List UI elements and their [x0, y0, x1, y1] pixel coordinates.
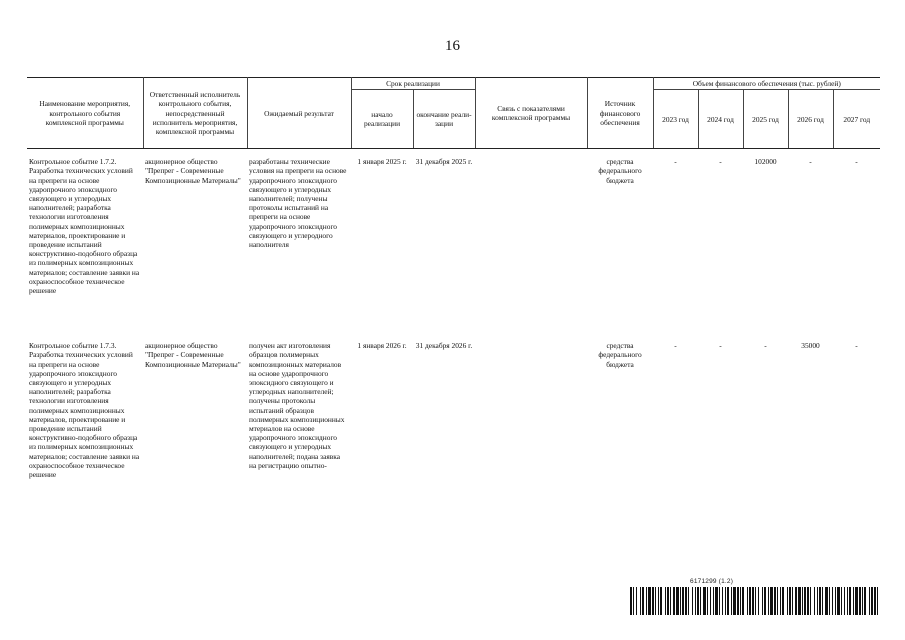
barcode-bar [733, 587, 736, 615]
barcode-bar [725, 587, 726, 615]
barcode-bar [774, 587, 776, 615]
barcode-bar [862, 587, 863, 615]
cell-value-2027: - [855, 341, 858, 351]
barcode-bar [642, 587, 644, 615]
cell-responsible: акционерное общество "Препрег - Современные Композиционные Материалы" [145, 157, 241, 185]
barcode-bar [633, 587, 634, 615]
header-name: Наименование мероприятия, контрольного события комплексной программы [27, 78, 143, 149]
header-year-2026: 2026 год [788, 90, 833, 149]
header-link: Связь с показателями комплексной программы [475, 78, 587, 149]
barcode-bar [660, 587, 662, 615]
barcode-bar [795, 587, 797, 615]
barcode-bar [789, 587, 791, 615]
barcode-bar [630, 587, 632, 615]
barcode-bar [787, 587, 788, 615]
barcode-bar [825, 587, 828, 615]
barcode-bar [665, 587, 666, 615]
header-year-2024: 2024 год [698, 90, 743, 149]
cell-end: 31 декабря 2026 г. [415, 341, 473, 351]
barcode-bar [810, 587, 811, 615]
barcode-bar [703, 587, 706, 615]
header-year-2025: 2025 год [743, 90, 788, 149]
barcode-bar [646, 587, 647, 615]
cell-link [475, 149, 587, 334]
cell-value-2026: 35000 [801, 341, 820, 351]
barcode-bar [707, 587, 708, 615]
cell-end: 31 декабря 2025 г. [415, 157, 473, 167]
barcode-bar [737, 587, 739, 615]
header-source: Источник финансового обеспечения [587, 78, 653, 149]
barcode-bar [871, 587, 873, 615]
barcode-bar [780, 587, 781, 615]
cell-source: средства федерального бюджета [598, 341, 642, 369]
barcode-bar [747, 587, 748, 615]
cell-value-2025: - [764, 341, 767, 351]
barcode-bar [715, 587, 718, 615]
barcode-bar [722, 587, 723, 615]
barcode-bar [768, 587, 769, 615]
barcode-bar [835, 587, 836, 615]
cell-result: разработаны технические условия на препреги на основе ударопрочного эпоксидного связующего и углеродных наполнителей; получены протоколы испытаний на препреги на основе ударопрочного эпоксидного связующего и углеродного наполнителя [249, 157, 347, 250]
barcode-bar [770, 587, 773, 615]
barcode-bar [636, 587, 637, 615]
barcode-bar [874, 587, 876, 615]
cell-start: 1 января 2026 г. [357, 341, 407, 351]
header-funding: Объем финансового обеспечения (тыс. рублей) [653, 78, 880, 90]
barcode-bar [719, 587, 720, 615]
barcode-bar [752, 587, 754, 615]
barcode-bar [658, 587, 659, 615]
cell-value-2023: - [674, 157, 677, 167]
barcode-bar [819, 587, 821, 615]
barcode-bar [680, 587, 681, 615]
barcode-bar [837, 587, 840, 615]
barcode-bar [804, 587, 806, 615]
cell-name: Контрольное событие 1.7.3. Разработка технических условий на препреги на основе ударопрочного эпоксидного связующего и углеродных наполнителей; разработка технологии изготовления полимерных композиционных материалов, проектирование и проведение испытаний конструктивно-подобного образца из полимерных композиционных материалов; составление заявки на охраноспособное техническое решение [29, 341, 140, 480]
cell-result: получен акт изготовления образцов полимерных композиционных материалов на основе ударопрочного эпоксидного связующего и углеродных наполнителей; получены протоколы испытаний образцов полимерных композиционных мтериалов на основе ударопрочного эпоксидного связующего и углеродных наполнителей; подана заявка на регистрацию опытно- [249, 341, 345, 470]
barcode-bar [742, 587, 744, 615]
page-number: 16 [445, 38, 460, 54]
barcode-bar [853, 587, 854, 615]
barcode-bar [695, 587, 696, 615]
barcode-bar [749, 587, 751, 615]
header-end: окончание реали-зации [413, 90, 475, 149]
barcode-bar [798, 587, 801, 615]
barcode-bar [648, 587, 651, 615]
barcode-bar [762, 587, 763, 615]
barcode-bar [814, 587, 815, 615]
barcode-bar [727, 587, 729, 615]
barcode-bar [652, 587, 654, 615]
barcode-bar [859, 587, 861, 615]
barcode-bar [758, 587, 759, 615]
barcode-bar [864, 587, 866, 615]
barcode-bar [792, 587, 793, 615]
cell-responsible: акционерное общество "Препрег - Современные Композиционные Материалы" [145, 341, 241, 369]
barcode-bar [844, 587, 845, 615]
header-start: начало реализации [351, 90, 413, 149]
barcode-bar [832, 587, 833, 615]
barcode-bar [688, 587, 689, 615]
barcode-bar [655, 587, 656, 615]
barcode-bar [676, 587, 679, 615]
cell-name: Контрольное событие 1.7.2. Разработка технических условий на препреги на основе ударопрочного эпоксидного связующего и углеродных наполнителей; разработка технологии изготовления полимерных композиционных материалов, проектирование и проведение испытаний конструктивно-подобного образца из полимерных композиционных материалов; составление заявки на охраноспособное техническое решение [29, 157, 140, 296]
barcode-bar [667, 587, 669, 615]
cell-value-2024: - [719, 157, 722, 167]
cell-link [475, 333, 587, 479]
program-table [27, 77, 880, 479]
barcode-bar [740, 587, 741, 615]
barcode-bar [807, 587, 809, 615]
table-row [27, 333, 880, 479]
header-period: Срок реализации [351, 78, 475, 90]
barcode-bar [869, 587, 870, 615]
barcode-bar [777, 587, 778, 615]
barcode-bar [802, 587, 803, 615]
barcode-bar [782, 587, 784, 615]
cell-value-2026: - [809, 157, 812, 167]
barcode-bar [731, 587, 732, 615]
barcode-bar [755, 587, 756, 615]
barcode-bar [822, 587, 823, 615]
barcode-bar [877, 587, 878, 615]
cell-value-2024: - [719, 341, 722, 351]
cell-value-2023: - [674, 341, 677, 351]
barcode-label: 6171299 (1.2) [690, 578, 734, 585]
header-year-2023: 2023 год [653, 90, 698, 149]
header-responsible: Ответственный исполнитель контрольного события, непосредственный исполнитель мероприятия, комплексной программы [143, 78, 247, 149]
barcode-bar [713, 587, 714, 615]
barcode-bar [817, 587, 818, 615]
cell-source: средства федерального бюджета [598, 157, 642, 185]
barcode [630, 587, 878, 615]
header-year-2027: 2027 год [833, 90, 880, 149]
table-row [27, 149, 880, 334]
barcode-bar [640, 587, 641, 615]
barcode-bar [855, 587, 858, 615]
barcode-bar [700, 587, 701, 615]
barcode-bar [710, 587, 711, 615]
cell-value-2025: 102000 [754, 157, 777, 167]
barcode-bar [841, 587, 842, 615]
barcode-bar [685, 587, 687, 615]
barcode-bar [764, 587, 766, 615]
cell-value-2027: - [855, 157, 858, 167]
barcode-bar [829, 587, 830, 615]
barcode-bar [697, 587, 699, 615]
barcode-bar [670, 587, 671, 615]
barcode-bar [682, 587, 684, 615]
barcode-bar [849, 587, 851, 615]
cell-start: 1 января 2025 г. [357, 157, 407, 167]
barcode-bar [673, 587, 675, 615]
barcode-bar [847, 587, 848, 615]
barcode-bar [692, 587, 693, 615]
header-result: Ожидаемый результат [247, 78, 351, 149]
